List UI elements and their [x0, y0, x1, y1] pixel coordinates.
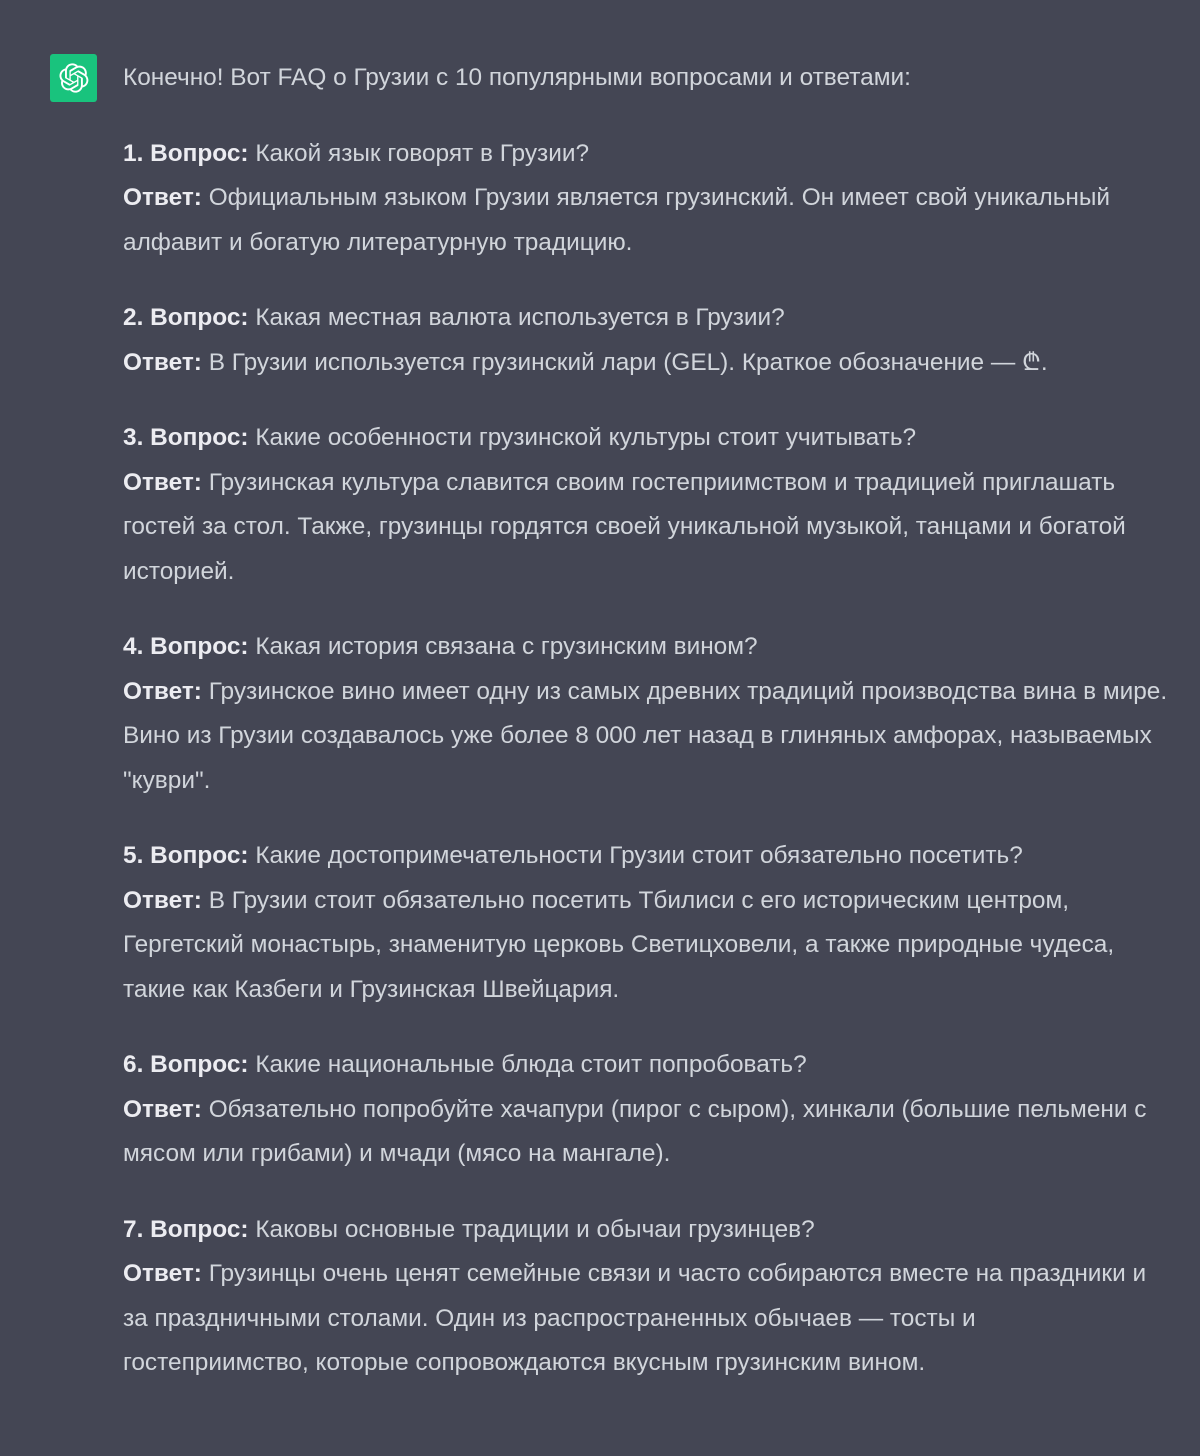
faq-question — [123, 834, 1168, 879]
assistant-message — [123, 56, 1168, 1417]
faq-question — [123, 1043, 1168, 1088]
faq-item-7 — [123, 1208, 1168, 1386]
faq-question — [123, 1208, 1168, 1253]
answer-label: Ответ: — [123, 1260, 202, 1287]
question-text: Какие особенности грузинской культуры стоит учитывать? — [255, 424, 917, 451]
answer-label: Ответ: — [123, 886, 202, 914]
faq-item-4 — [123, 625, 1168, 803]
answer-text: Грузинская культура славится своим гостеприимством и традицией приглашать гостей за стол. Также, грузинцы гордятся своей уникальной музыкой, танцами и богатой историей. — [123, 468, 1126, 585]
faq-question — [123, 416, 1168, 461]
faq-item-5 — [123, 834, 1168, 1012]
faq-answer — [123, 461, 1168, 595]
question-text: Какие достопримечательности Грузии стоит обязательно посетить? — [255, 842, 1023, 869]
faq-answer — [123, 341, 1168, 386]
question-label: 6. Вопрос: — [123, 1051, 249, 1078]
answer-text: В Грузии используется грузинский лари (GEL). Краткое обозначение — ₾. — [208, 348, 1048, 376]
answer-text: Грузинское вино имеет одну из самых древних традиций производства вина в мире. Вино из Грузии создавалось уже более 8 000 лет назад в глиняных амфорах, называемых "куври". — [123, 677, 1168, 794]
question-text: Какой язык говорят в Грузии? — [255, 139, 590, 167]
answer-text: Грузинцы очень ценят семейные связи и часто собираются вместе на праздники и за праздничными столами. Один из распространенных обычаев — тосты и гостеприимство, которые сопровождаются вкусным грузинским вином. — [123, 1260, 1147, 1376]
question-text: Какие национальные блюда стоит попробовать? — [255, 1051, 807, 1078]
question-label: 7. Вопрос: — [123, 1215, 249, 1243]
faq-question — [123, 296, 1168, 341]
message-intro: Конечно! Вот FAQ о Грузии с 10 популярными вопросами и ответами: — [123, 64, 911, 91]
assistant-avatar — [50, 54, 97, 102]
answer-text: Обязательно попробуйте хачапури (пирог с сыром), хинкали (большие пельмени с мясом или грибами) и мчади (мясо на мангале). — [123, 1095, 1147, 1167]
answer-label: Ответ: — [123, 184, 202, 211]
faq-item-6 — [123, 1043, 1168, 1177]
faq-answer — [123, 1252, 1168, 1386]
answer-label: Ответ: — [123, 677, 202, 705]
question-label: 1. Вопрос: — [123, 139, 249, 167]
answer-label: Ответ: — [123, 1095, 202, 1123]
answer-text: Официальным языком Грузии является грузинский. Он имеет свой уникальный алфавит и богатую литературную традицию. — [123, 184, 1111, 256]
question-label: 3. Вопрос: — [123, 424, 249, 451]
faq-answer — [123, 176, 1168, 265]
openai-logo-icon — [59, 63, 89, 93]
question-label: 5. Вопрос: — [123, 842, 249, 869]
faq-question — [123, 625, 1168, 670]
answer-label: Ответ: — [123, 348, 202, 376]
answer-text: В Грузии стоит обязательно посетить Тбилиси с его историческим центром, Гергетский монастырь, знаменитую церковь Светицховели, а также природные чудеса, такие как Казбеги и Грузинская Швейцария. — [123, 886, 1115, 1003]
faq-question — [123, 132, 1168, 177]
faq-answer — [123, 670, 1168, 804]
question-label: 2. Вопрос: — [123, 304, 249, 331]
faq-item-1 — [123, 132, 1168, 266]
faq-answer — [123, 1088, 1168, 1177]
faq-item-3 — [123, 416, 1168, 594]
question-label: 4. Вопрос: — [123, 633, 249, 660]
faq-answer — [123, 879, 1168, 1013]
question-text: Каковы основные традиции и обычаи грузинцев? — [255, 1215, 815, 1243]
answer-label: Ответ: — [123, 468, 202, 496]
question-text: Какая история связана с грузинским вином? — [255, 633, 758, 660]
question-text: Какая местная валюта используется в Грузии? — [255, 304, 785, 331]
faq-item-2 — [123, 296, 1168, 385]
